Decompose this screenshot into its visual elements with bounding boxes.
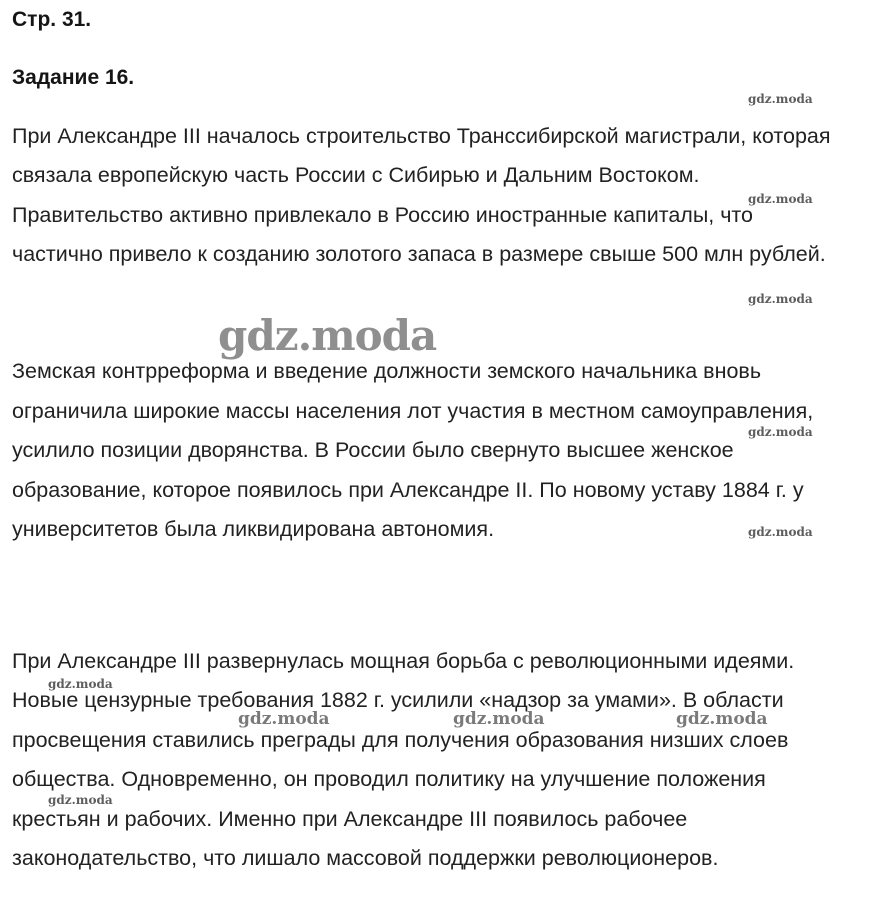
watermark-small: gdz.moda xyxy=(748,425,813,439)
text-line: законодательство, что лишало массовой поддержки революционеров. xyxy=(12,846,719,870)
watermark-small: gdz.moda xyxy=(748,92,813,106)
watermark-medium: gdz.moda xyxy=(453,709,545,729)
text-line: просвещения ставились преграды для получения образования низших слоев xyxy=(12,728,789,752)
text-line: При Александре III началось строительство Транссибирской магистрали, которая xyxy=(12,124,831,148)
watermark-medium: gdz.moda xyxy=(238,709,330,729)
task-title: Задание 16. xyxy=(12,66,135,89)
watermark-large: gdz.moda xyxy=(218,311,437,360)
text-line: Земская контрреформа и введение должности земского начальника вновь xyxy=(12,359,762,383)
text-line: университетов была ликвидирована автономия. xyxy=(12,517,495,541)
watermark-small: gdz.moda xyxy=(48,793,113,807)
watermark-small: gdz.moda xyxy=(748,292,813,306)
text-line: частично привело к созданию золотого запаса в размере свыше 500 млн рублей. xyxy=(12,242,826,266)
text-line: При Александре III развернулась мощная борьба с революционными идеями. xyxy=(12,649,795,673)
text-line: образование, которое появилось при Александре II. По новому уставу 1884 г. у xyxy=(12,478,804,502)
text-line: связала европейскую часть России с Сибирью и Дальним Востоком. xyxy=(12,163,700,187)
watermark-small: gdz.moda xyxy=(48,677,113,691)
text-line: усилило позиции дворянства. В России было свернуто высшее женское xyxy=(12,438,734,462)
text-line: Правительство активно привлекало в Россию иностранные капиталы, что xyxy=(12,203,753,227)
text-line: крестьян и рабочих. Именно при Александре III появилось рабочее xyxy=(12,807,688,831)
watermark-small: gdz.moda xyxy=(748,525,813,539)
watermark-medium: gdz.moda xyxy=(676,709,768,729)
page-number: Стр. 31. xyxy=(12,8,92,31)
text-line: ограничила широкие массы населения лот участия в местном самоуправления, xyxy=(12,399,814,423)
text-line: общества. Одновременно, он проводил политику на улучшение положения xyxy=(12,767,766,791)
watermark-small: gdz.moda xyxy=(748,192,813,206)
text-line: Новые цензурные требования 1882 г. усилили «надзор за умами». В области xyxy=(12,688,784,712)
